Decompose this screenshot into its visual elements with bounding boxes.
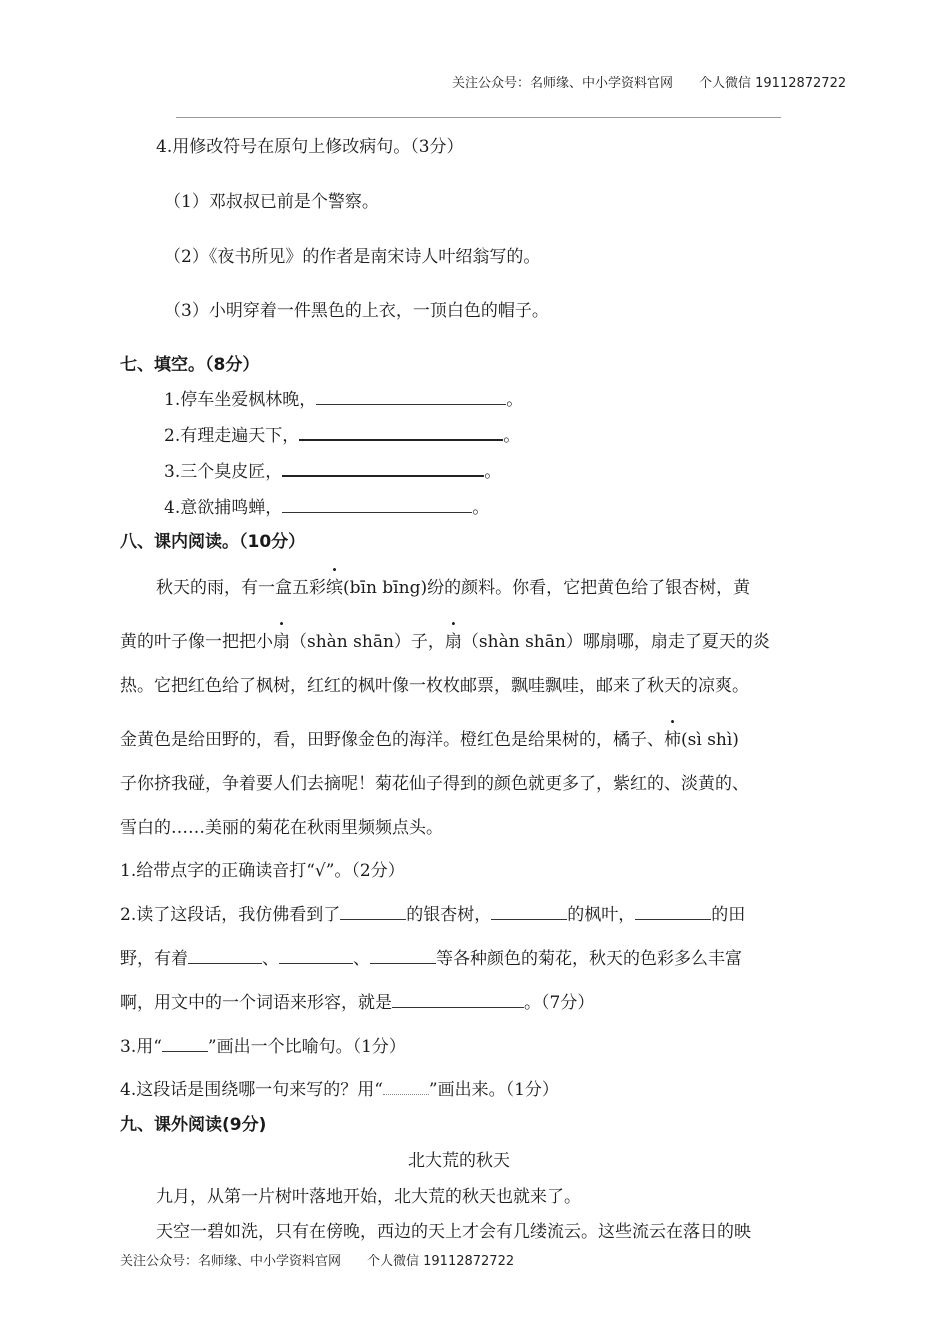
- q2-blank-4[interactable]: [188, 949, 262, 964]
- q2-blank-2[interactable]: [491, 905, 567, 920]
- passage-line-4: 金黄色是给田野的，看，田野像金色的海洋。橙红色是给果树的，橘子、柿(sì shì): [120, 730, 739, 750]
- fill-item-1-text: 1.停车坐爱枫林晚，: [164, 390, 317, 410]
- article-para-2: 天空一碧如洗，只有在傍晚，西边的天上才会有几缕流云。这些流云在落日的映: [156, 1222, 751, 1242]
- fill-blank-3[interactable]: [282, 461, 484, 477]
- q4-item-2: （2）《夜书所见》的作者是南宋诗人叶绍翁写的。: [164, 247, 541, 267]
- section-9-heading: 九、课外阅读(9分): [120, 1115, 267, 1135]
- q4-item-1: （1）邓叔叔已前是个警察。: [164, 192, 379, 212]
- fill-item-3-text: 3.三个臭皮匠，: [164, 462, 283, 482]
- section-7-heading: 七、填空。（8分）: [120, 355, 260, 375]
- dotted-char-shan-1: 扇: [273, 632, 290, 652]
- passage-line-1: 秋天的雨，有一盒五彩缤(bīn bīng)纷的颜料。你看，它把黄色给了银杏树，黄: [156, 578, 751, 598]
- q2-blank-3[interactable]: [635, 905, 711, 920]
- straight-line-symbol: [162, 1037, 208, 1052]
- section-8-heading: 八、课内阅读。（10分）: [120, 532, 306, 552]
- reading-q2-line-1: 2.读了这段话，我仿佛看到了 的银杏树， 的枫叶， 的田: [120, 905, 746, 925]
- header-divider: [176, 117, 781, 118]
- dotted-char-bin: 缤: [326, 578, 343, 598]
- passage-line-6: 雪白的……美丽的菊花在秋雨里频频点头。: [120, 818, 443, 838]
- passage-line-3: 热。它把红色给了枫树，红红的枫叶像一枚枚邮票，飘哇飘哇，邮来了秋天的凉爽。: [120, 676, 749, 696]
- q2-blank-6[interactable]: [370, 949, 436, 964]
- fill-item-2: 2.有理走遍天下， 。: [164, 426, 521, 446]
- fill-item-4: 4.意欲捕鸣蝉， 。: [164, 498, 490, 518]
- page-footer: 关注公众号：名师缘、中小学资料官网 个人微信 19112872722: [120, 1254, 515, 1269]
- fill-blank-4[interactable]: [282, 498, 472, 513]
- wavy-line-symbol: [383, 1084, 429, 1095]
- q4-item-3: （3）小明穿着一件黑色的上衣，一顶白色的帽子。: [164, 301, 549, 321]
- reading-q2-line-3: 啊，用文中的一个词语来形容，就是 。（7分）: [120, 993, 595, 1013]
- passage-line-2: 黄的叶子像一把把小扇（shàn shān）子，扇（shàn shān）哪扇哪，扇走了夏天的炎: [120, 632, 770, 652]
- q2-blank-7[interactable]: [392, 993, 524, 1008]
- fill-blank-1[interactable]: [316, 390, 506, 405]
- fill-item-1: 1.停车坐爱枫林晚， 。: [164, 390, 524, 410]
- dotted-char-shan-2: 扇: [444, 632, 462, 652]
- reading-q3: 3.用“ ”画出一个比喻句。（1分）: [120, 1037, 406, 1057]
- reading-q1: 1.给带点字的正确读音打“√”。（2分）: [120, 861, 405, 881]
- passage-line-5: 子你挤我碰，争着要人们去摘呢！菊花仙子得到的颜色就更多了，紫红的、淡黄的、: [120, 774, 749, 794]
- article-para-1: 九月，从第一片树叶落地开始，北大荒的秋天也就来了。: [156, 1187, 581, 1207]
- q4-title: 4.用修改符号在原句上修改病句。（3分）: [156, 137, 464, 157]
- reading-q4: 4.这段话是围绕哪一句来写的？用“ ”画出来。（1分）: [120, 1080, 559, 1100]
- q2-blank-1[interactable]: [340, 905, 406, 920]
- fill-item-4-text: 4.意欲捕鸣蝉，: [164, 498, 283, 518]
- page-header: 关注公众号：名师缘、中小学资料官网 个人微信 19112872722: [452, 76, 847, 91]
- fill-item-2-text: 2.有理走遍天下，: [164, 426, 300, 446]
- q2-blank-5[interactable]: [279, 949, 353, 964]
- fill-blank-2[interactable]: [299, 425, 503, 441]
- article-title: 北大荒的秋天: [408, 1151, 510, 1171]
- reading-q2-line-2: 野，有着 、 、 等各种颜色的菊花，秋天的色彩多么丰富: [120, 949, 742, 969]
- fill-item-3: 3.三个臭皮匠， 。: [164, 462, 502, 482]
- dotted-char-shi: 柿: [664, 730, 681, 750]
